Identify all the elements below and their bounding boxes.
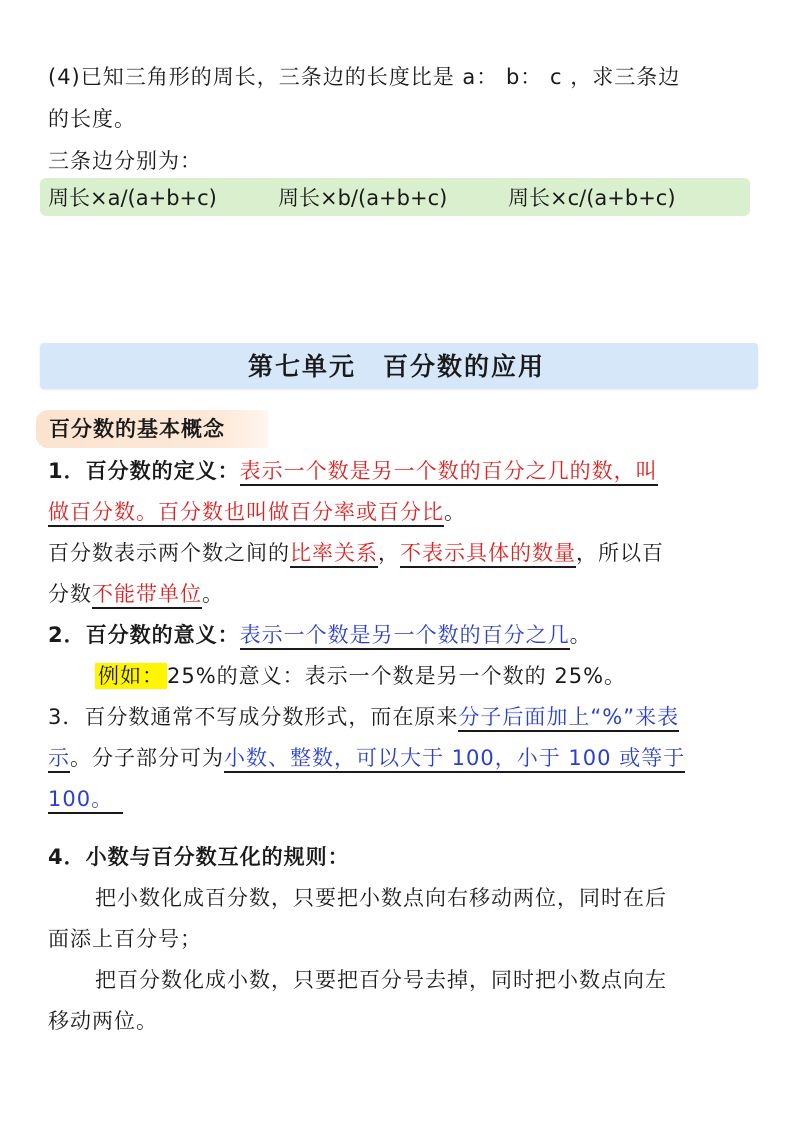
example-text: 25%的意义：表示一个数是另一个数的 25%。 (167, 664, 627, 688)
notation-text-2: 。分子部分可为 (70, 746, 224, 770)
notation-line-1 (48, 702, 679, 732)
notation-keyword-a: 分子后面加上“%”来表 (458, 705, 679, 732)
numerator-keyword-b: 100。 (48, 787, 123, 814)
ratio-text-1: 百分数表示两个数之间的 (48, 541, 290, 565)
ratio-end: 。 (202, 582, 224, 606)
meaning-label: 2．百分数的意义： (48, 623, 240, 647)
notation-line-3 (48, 784, 123, 814)
keyword-no-unit: 不能带单位 (92, 582, 202, 609)
definition-line-1 (48, 456, 658, 486)
numerator-keyword-a: 小数、整数，可以大于 100，小于 100 或等于 (224, 746, 685, 773)
definition-label: 1．百分数的定义： (48, 459, 240, 483)
definition-end: 。 (444, 500, 466, 524)
keyword-not-quantity: 不表示具体的数量 (400, 541, 576, 568)
ratio-text-3: 分数 (48, 582, 92, 606)
unit-title: 第七单元 百分数的应用 (247, 352, 545, 381)
rule-1-line-1: 把小数化成百分数，只要把小数点向右移动两位，同时在后 (95, 886, 667, 910)
definition-text-b: 做百分数。百分数也叫做百分率或百分比 (48, 500, 444, 527)
rule-2-line-2: 移动两位。 (48, 1009, 158, 1033)
question-4-line-1: (4)已知三角形的周长，三条边的长度比是 a： b： c ，求三条边 (48, 65, 681, 89)
conversion-label: 4．小数与百分数互化的规则： (48, 845, 350, 869)
concept-title: 百分数的基本概念 (49, 417, 225, 441)
meaning-text: 表示一个数是另一个数的百分之几 (240, 623, 570, 650)
notation-line-2 (48, 743, 685, 773)
ratio-line-2 (48, 579, 224, 609)
meaning-line (48, 620, 592, 650)
ratio-text-2: ，所以百 (576, 541, 664, 565)
meaning-end: 。 (569, 623, 592, 647)
question-4-line-2: 的长度。 (48, 107, 136, 131)
formula-c: 周长×c/(a+b+c) (508, 186, 676, 210)
definition-line-2 (48, 497, 466, 527)
rule-2-line-1: 把百分数化成小数，只要把百分号去掉，同时把小数点向左 (95, 968, 667, 992)
ratio-line-1 (48, 538, 664, 568)
example-line (95, 661, 626, 691)
formula-a: 周长×a/(a+b+c) (48, 186, 217, 210)
rule-1-line-2: 面添上百分号； (48, 927, 202, 951)
example-tag: 例如： (95, 663, 167, 689)
notation-text-1: 3．百分数通常不写成分数形式，而在原来 (48, 705, 459, 729)
answer-intro: 三条边分别为： (48, 149, 202, 173)
definition-text-a: 表示一个数是另一个数的百分之几的数，叫 (240, 459, 658, 486)
notation-keyword-b: 示 (48, 746, 70, 773)
keyword-ratio: 比率关系 (290, 541, 378, 568)
ratio-comma: ， (378, 541, 400, 565)
formula-b: 周长×b/(a+b+c) (278, 186, 448, 210)
